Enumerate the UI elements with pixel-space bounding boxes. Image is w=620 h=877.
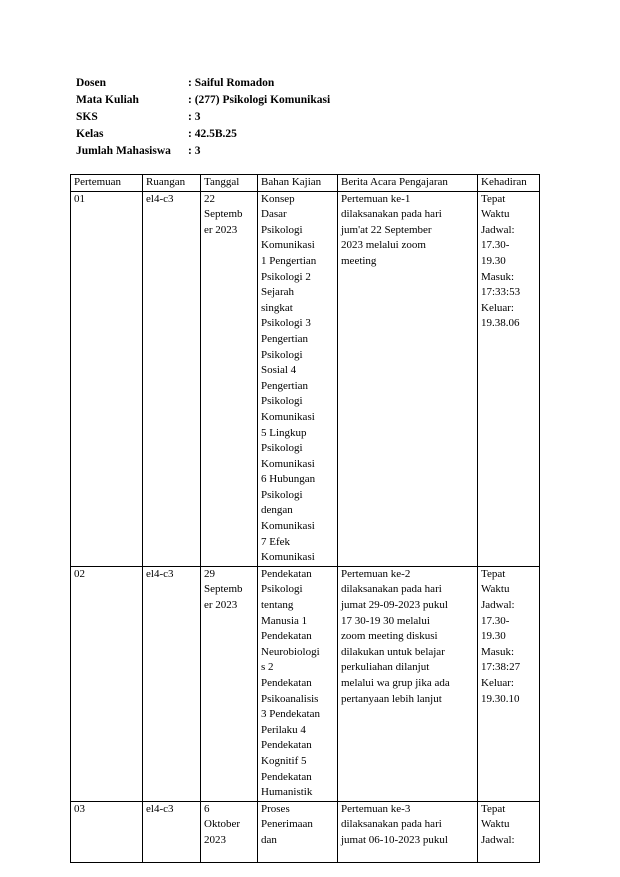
- table-header-row: [71, 175, 540, 192]
- cell-tanggal-line: er 2023: [204, 223, 238, 236]
- cell-bahan-kajian-line: Dasar: [261, 208, 287, 221]
- cell-berita-acara-line: Pertemuan ke-1: [341, 192, 411, 205]
- cell-tanggal: [201, 191, 258, 566]
- jumlah-mahasiswa-label: Jumlah Mahasiswa: [76, 145, 171, 157]
- cell-bahan-kajian: [258, 566, 338, 801]
- cell-pertemuan: 02: [71, 566, 143, 801]
- mata-kuliah-value: : (277) Psikologi Komunikasi: [188, 94, 331, 106]
- cell-kehadiran-line: 17.30-: [481, 239, 510, 252]
- cell-kehadiran-line: Jadwal:: [481, 223, 515, 236]
- cell-bahan-kajian-line: Psikologi 3: [261, 317, 311, 330]
- cell-bahan-kajian-line: Perilaku 4: [261, 723, 306, 736]
- jumlah-mahasiswa-value: : 3: [188, 145, 201, 157]
- table-row: [71, 566, 540, 801]
- cell-bahan-kajian-line: Komunikasi: [261, 457, 315, 470]
- cell-bahan-kajian-line: Psikologi: [261, 583, 303, 596]
- cell-pertemuan: 01: [71, 191, 143, 566]
- cell-bahan-kajian-line: Sosial 4: [261, 364, 297, 377]
- header-bahan-kajian: Bahan Kajian: [258, 175, 338, 192]
- cell-berita-acara-line: dilaksanakan pada hari: [341, 818, 442, 831]
- dosen-label: Dosen: [76, 77, 107, 89]
- cell-tanggal-line: 22: [204, 192, 215, 205]
- cell-kehadiran-line: Keluar:: [481, 301, 514, 314]
- cell-berita-acara-line: dilaksanakan pada hari: [341, 583, 442, 596]
- cell-bahan-kajian-line: 5 Lingkup: [261, 426, 307, 439]
- cell-kehadiran-line: Tepat: [481, 802, 506, 815]
- header-berita-acara: Berita Acara Pengajaran: [338, 175, 478, 192]
- cell-tanggal-line: er 2023: [204, 599, 238, 612]
- cell-kehadiran-line: 19.38.06: [481, 317, 520, 330]
- cell-bahan-kajian-line: Psikoanalisis: [261, 692, 319, 705]
- attendance-table: [70, 174, 540, 863]
- cell-kehadiran-line: Waktu: [481, 818, 510, 831]
- dosen-value: : Saiful Romadon: [188, 77, 275, 89]
- cell-bahan-kajian-line: Pendekatan: [261, 677, 312, 689]
- cell-bahan-kajian-line: Komunikasi: [261, 551, 315, 564]
- cell-kehadiran-line: 17.30-: [481, 614, 510, 627]
- cell-bahan-kajian-line: Kognitif 5: [261, 754, 307, 767]
- course-info: [76, 75, 330, 160]
- cell-tanggal-line: 6: [204, 802, 210, 815]
- cell-bahan-kajian-line: Pengertian: [261, 332, 309, 345]
- table-row: [71, 801, 540, 862]
- cell-berita-acara-line: dilakukan untuk belajar: [341, 645, 445, 658]
- cell-berita-acara-line: dilaksanakan pada hari: [341, 208, 442, 221]
- cell-bahan-kajian: [258, 191, 338, 566]
- cell-berita-acara-line: meeting: [341, 254, 377, 267]
- cell-berita-acara: [338, 191, 478, 566]
- header-ruangan: Ruangan: [143, 175, 201, 192]
- cell-bahan-kajian-line: Psikologi: [261, 223, 303, 236]
- cell-bahan-kajian-line: Konsep: [261, 192, 295, 205]
- cell-kehadiran-line: Keluar:: [481, 677, 514, 689]
- cell-bahan-kajian-line: 7 Efek: [261, 535, 291, 548]
- cell-kehadiran-line: Jadwal:: [481, 833, 515, 846]
- cell-berita-acara-line: pertanyaan lebih lanjut: [341, 692, 442, 705]
- cell-bahan-kajian-line: Penerimaan: [261, 818, 313, 831]
- cell-bahan-kajian-line: 6 Hubungan: [261, 473, 316, 486]
- cell-kehadiran: [478, 566, 540, 801]
- cell-bahan-kajian-line: Pendekatan: [261, 739, 312, 752]
- header-pertemuan: Pertemuan: [71, 175, 143, 192]
- cell-tanggal-line: Septemb: [204, 208, 243, 221]
- info-row-mata-kuliah: [76, 92, 330, 109]
- info-row-dosen: [76, 75, 330, 92]
- cell-pertemuan: 03: [71, 801, 143, 862]
- cell-berita-acara-line: jumat 06-10-2023 pukul: [341, 833, 448, 846]
- cell-bahan-kajian-line: Proses: [261, 802, 290, 815]
- cell-berita-acara-line: zoom meeting diskusi: [341, 630, 438, 643]
- cell-kehadiran: [478, 191, 540, 566]
- cell-berita-acara-line: perkuliahan dilanjut: [341, 661, 430, 674]
- cell-ruangan: el4-c3: [143, 566, 201, 801]
- cell-berita-acara-line: jumat 29-09-2023 pukul: [341, 599, 448, 612]
- info-row-kelas: [76, 126, 330, 143]
- cell-kehadiran-line: 17:38:27: [481, 661, 521, 674]
- cell-kehadiran-line: Tepat: [481, 567, 506, 580]
- cell-kehadiran: [478, 801, 540, 862]
- cell-kehadiran-line: 19.30: [481, 630, 506, 643]
- kelas-label: Kelas: [76, 128, 104, 140]
- cell-bahan-kajian-line: Sejarah: [261, 286, 294, 299]
- cell-berita-acara-line: Pertemuan ke-2: [341, 567, 411, 580]
- cell-bahan-kajian-line: Pendekatan: [261, 630, 312, 643]
- cell-tanggal-line: Oktober: [204, 818, 241, 831]
- cell-berita-acara-line: melalui wa grup jika ada: [341, 677, 450, 689]
- cell-tanggal-line: 29: [204, 567, 215, 580]
- cell-bahan-kajian-line: Pendekatan: [261, 567, 312, 580]
- cell-kehadiran-line: 19.30: [481, 254, 506, 267]
- cell-bahan-kajian-line: 1 Pengertian: [261, 254, 317, 267]
- cell-bahan-kajian-line: Psikologi: [261, 442, 303, 455]
- cell-bahan-kajian-line: Manusia 1: [261, 614, 308, 627]
- cell-ruangan: el4-c3: [143, 801, 201, 862]
- cell-bahan-kajian-line: Psikologi: [261, 395, 303, 408]
- kelas-value: : 42.5B.25: [188, 128, 237, 140]
- cell-bahan-kajian-line: Komunikasi: [261, 239, 315, 252]
- header-tanggal: Tanggal: [201, 175, 258, 192]
- cell-kehadiran-line: Masuk:: [481, 645, 514, 658]
- cell-ruangan: el4-c3: [143, 191, 201, 566]
- header-kehadiran: Kehadiran: [478, 175, 540, 192]
- cell-tanggal: [201, 801, 258, 862]
- cell-tanggal: [201, 566, 258, 801]
- cell-bahan-kajian-line: Psikologi 2: [261, 270, 311, 283]
- cell-tanggal-line: 2023: [204, 833, 226, 846]
- cell-bahan-kajian-line: s 2: [261, 661, 274, 674]
- info-row-sks: [76, 109, 330, 126]
- cell-kehadiran-line: Jadwal:: [481, 599, 515, 612]
- cell-bahan-kajian-line: Pengertian: [261, 379, 309, 392]
- info-row-jumlah-mahasiswa: [76, 143, 330, 160]
- cell-tanggal-line: Septemb: [204, 583, 243, 596]
- cell-bahan-kajian-line: 3 Pendekatan: [261, 708, 320, 721]
- cell-kehadiran-line: Waktu: [481, 208, 510, 221]
- cell-bahan-kajian-line: Komunikasi: [261, 520, 315, 533]
- cell-berita-acara-line: Pertemuan ke-3: [341, 802, 411, 815]
- mata-kuliah-label: Mata Kuliah: [76, 94, 139, 106]
- cell-bahan-kajian-line: Neurobiologi: [261, 645, 320, 658]
- cell-berita-acara-line: jum'at 22 September: [341, 223, 432, 236]
- cell-berita-acara-line: 17 30-19 30 melalui: [341, 614, 430, 627]
- sks-label: SKS: [76, 111, 98, 123]
- cell-bahan-kajian-line: singkat: [261, 301, 293, 314]
- cell-kehadiran-line: 19.30.10: [481, 692, 520, 705]
- sks-value: : 3: [188, 111, 201, 123]
- cell-bahan-kajian: [258, 801, 338, 862]
- cell-bahan-kajian-line: Psikologi: [261, 488, 303, 501]
- cell-berita-acara: [338, 801, 478, 862]
- cell-bahan-kajian-line: Komunikasi: [261, 410, 315, 423]
- table-row: [71, 191, 540, 566]
- cell-bahan-kajian-line: dan: [261, 833, 277, 846]
- cell-bahan-kajian-line: dengan: [261, 504, 293, 517]
- cell-bahan-kajian-line: tentang: [261, 599, 294, 612]
- cell-kehadiran-line: Masuk:: [481, 270, 514, 283]
- cell-berita-acara: [338, 566, 478, 801]
- cell-kehadiran-line: 17:33:53: [481, 286, 521, 299]
- cell-bahan-kajian-line: Psikologi: [261, 348, 303, 361]
- cell-bahan-kajian-line: Pendekatan: [261, 770, 312, 783]
- cell-bahan-kajian-line: Humanistik: [261, 786, 313, 799]
- cell-kehadiran-line: Waktu: [481, 583, 510, 596]
- cell-kehadiran-line: Tepat: [481, 192, 506, 205]
- cell-berita-acara-line: 2023 melalui zoom: [341, 239, 426, 252]
